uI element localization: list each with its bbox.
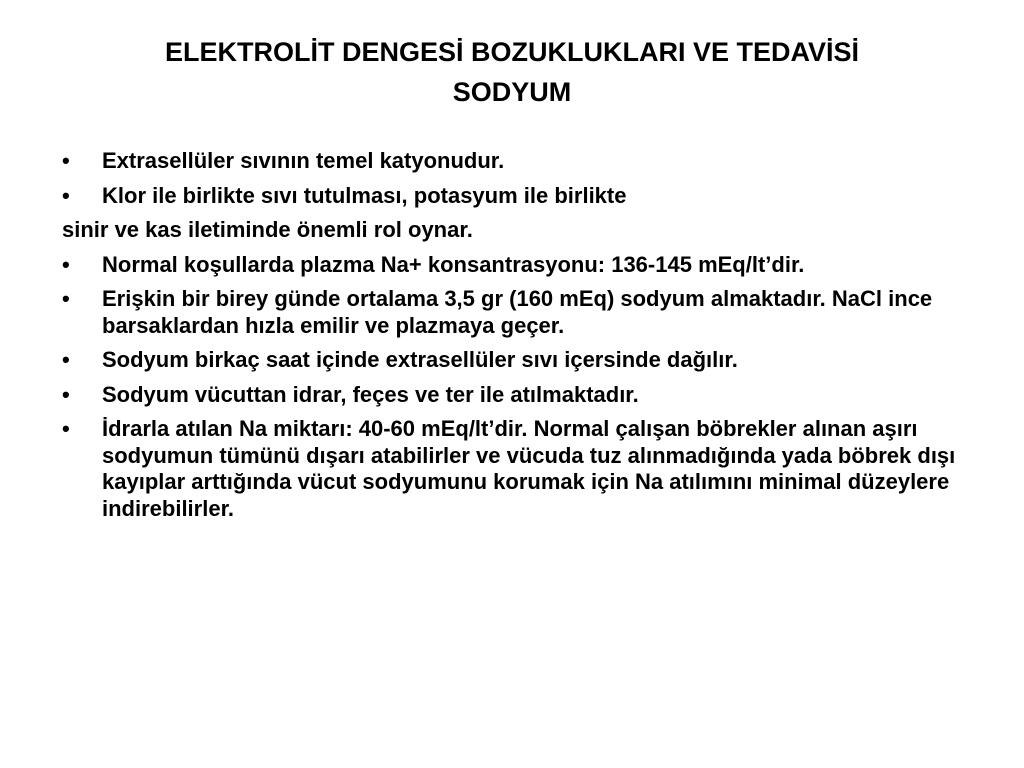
bullet-item bbox=[62, 252, 962, 279]
bullet-icon: • bbox=[62, 286, 70, 311]
bullet-item bbox=[62, 148, 962, 175]
bullet-item bbox=[62, 286, 962, 339]
bullet-icon: • bbox=[62, 251, 70, 277]
bullet-icon: • bbox=[62, 416, 70, 441]
bullet-text: Erişkin bir birey günde ortalama 3,5 gr (160 mEq) sodyum almaktadır. NaCl ince barsaklardan hızla emilir ve plazmaya geçer. bbox=[102, 286, 933, 338]
bullet-text: Sodyum vücuttan idrar, feçes ve ter ile atılmaktadır. bbox=[102, 381, 639, 407]
slide-body bbox=[62, 148, 962, 530]
slide-title-line-2: SODYUM bbox=[452, 77, 572, 107]
bullet-text: İdrarla atılan Na miktarı: 40-60 mEq/lt’dir. Normal çalışan böbrekler alınan aşırı sodyumun tümünü dışarı atabilirler ve vücuda tuz alınmadığında yada böbrek dışı kayıplar arttığında vücut sodyumunu korumak için Na atılımını minimal düzeylere indirebilirler. bbox=[102, 416, 956, 521]
bullet-text: Normal koşullarda plazma Na+ konsantrasyonu: 136-145 mEq/lt’dir. bbox=[102, 251, 805, 277]
slide-title bbox=[40, 32, 984, 112]
bullet-icon: • bbox=[62, 381, 70, 407]
bullet-item bbox=[62, 382, 962, 409]
bullet-text: Klor ile birlikte sıvı tutulması, potasyum ile birlikte bbox=[102, 182, 627, 208]
bullet-text: Sodyum birkaç saat içinde extrasellüler sıvı içersinde dağılır. bbox=[102, 347, 738, 372]
bullet-item bbox=[62, 416, 962, 522]
bullet-text: Extrasellüler sıvının temel katyonudur. bbox=[102, 148, 505, 173]
bullet-item bbox=[62, 347, 962, 374]
bullet-icon: • bbox=[62, 182, 70, 208]
bullet-icon: • bbox=[62, 347, 70, 372]
bullet-icon: • bbox=[62, 148, 70, 173]
bullet-item bbox=[62, 183, 962, 210]
slide-title-line-1: ELEKTROLİT DENGESİ BOZUKLUKLARI VE TEDAVİSİ bbox=[164, 37, 860, 67]
continuation-line: sinir ve kas iletiminde önemli rol oynar. bbox=[62, 217, 473, 242]
